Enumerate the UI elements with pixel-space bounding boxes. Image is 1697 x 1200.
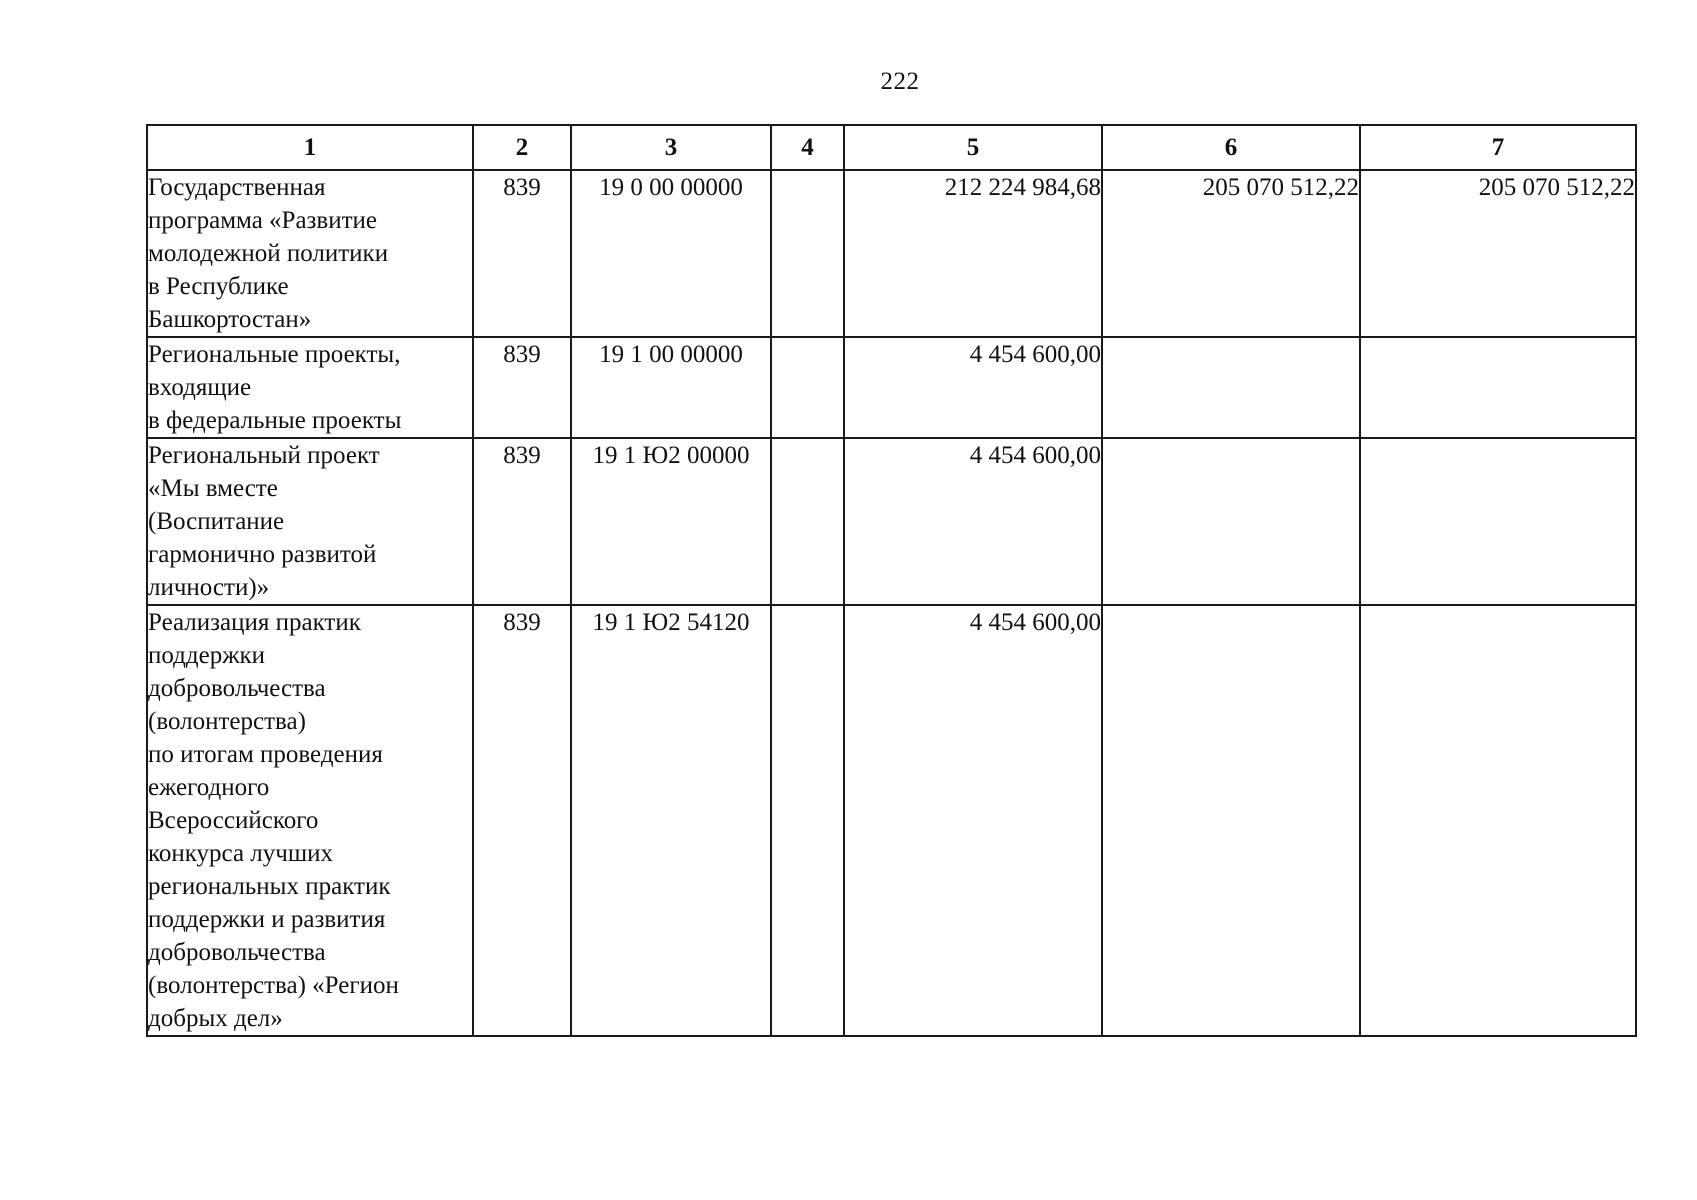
row-name-cell <box>147 438 473 605</box>
row-expense-kind <box>771 605 844 1036</box>
row-amount-3 <box>1360 438 1636 605</box>
header-col-1: 1 <box>147 125 473 170</box>
header-col-6: 6 <box>1102 125 1360 170</box>
row-name: Реализация практик поддержки добровольчества (волонтерства) по итогам проведения ежегодного Всероссийского конкурса лучших региональных практик поддержки и развития добровольчества (волонтерства) «Регион добрых дел» <box>148 609 399 1032</box>
row-code: 839 <box>473 337 571 438</box>
row-amount-1: 4 454 600,00 <box>844 438 1102 605</box>
row-code: 839 <box>473 438 571 605</box>
header-col-3: 3 <box>571 125 771 170</box>
row-amount-1: 4 454 600,00 <box>844 605 1102 1036</box>
row-expense-kind <box>771 438 844 605</box>
row-code: 839 <box>473 605 571 1036</box>
row-amount-3: 205 070 512,22 <box>1360 170 1636 337</box>
row-name-cell <box>147 605 473 1036</box>
row-amount-1: 4 454 600,00 <box>844 337 1102 438</box>
row-target-article: 19 1 00 00000 <box>571 337 771 438</box>
header-col-5: 5 <box>844 125 1102 170</box>
row-target-article: 19 0 00 00000 <box>571 170 771 337</box>
row-expense-kind <box>771 337 844 438</box>
row-amount-2 <box>1102 337 1360 438</box>
row-name: Региональный проект «Мы вместе (Воспитание гармонично развитой личности)» <box>148 442 380 601</box>
row-target-article: 19 1 Ю2 00000 <box>571 438 771 605</box>
row-amount-2: 205 070 512,22 <box>1102 170 1360 337</box>
row-name-cell <box>147 337 473 438</box>
row-amount-2 <box>1102 438 1360 605</box>
row-code: 839 <box>473 170 571 337</box>
header-col-2: 2 <box>473 125 571 170</box>
budget-table <box>146 124 1637 1037</box>
row-name-cell <box>147 170 473 337</box>
row-amount-1: 212 224 984,68 <box>844 170 1102 337</box>
row-amount-2 <box>1102 605 1360 1036</box>
table-row <box>147 605 1636 1036</box>
page-number: 222 <box>880 68 920 95</box>
table-header-row <box>147 125 1636 170</box>
row-amount-3 <box>1360 337 1636 438</box>
table-row <box>147 438 1636 605</box>
header-col-4: 4 <box>771 125 844 170</box>
row-name: Региональные проекты, входящие в федеральные проекты <box>148 341 402 434</box>
row-name: Государственная программа «Развитие молодежной политики в Республике Башкортостан» <box>148 174 389 333</box>
row-target-article: 19 1 Ю2 54120 <box>571 605 771 1036</box>
table-row <box>147 170 1636 337</box>
row-expense-kind <box>771 170 844 337</box>
row-amount-3 <box>1360 605 1636 1036</box>
header-col-7: 7 <box>1360 125 1636 170</box>
table-row <box>147 337 1636 438</box>
